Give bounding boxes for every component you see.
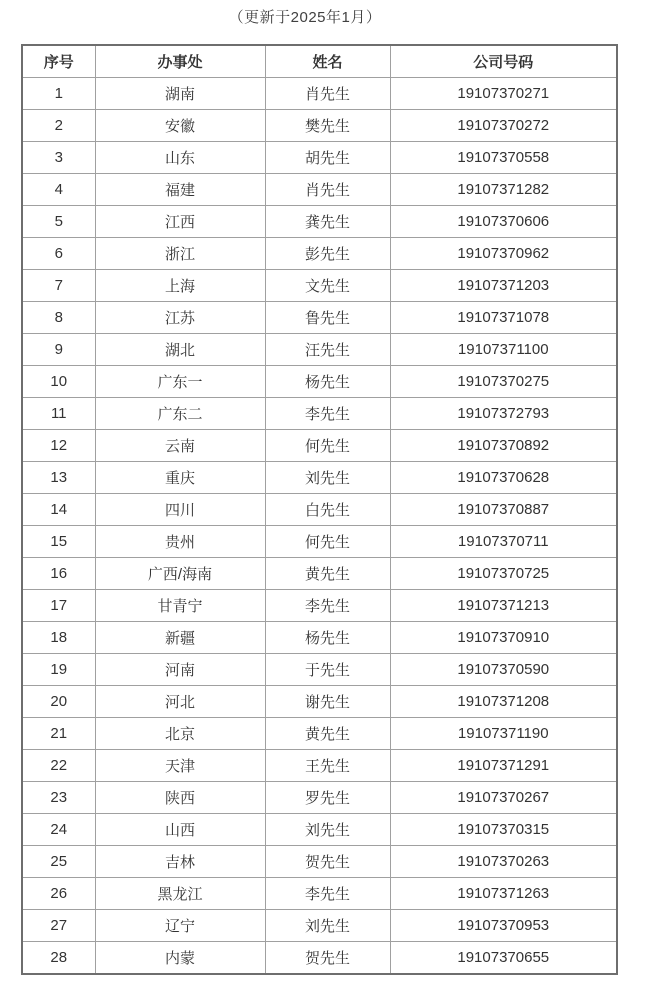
cell-index: 14 (22, 494, 95, 526)
table-row (22, 430, 617, 462)
cell-name: 李先生 (265, 878, 390, 910)
cell-office: 贵州 (95, 526, 265, 558)
cell-phone: 19107371190 (390, 718, 617, 750)
table-row (22, 78, 617, 110)
table-row (22, 238, 617, 270)
table-row (22, 750, 617, 782)
cell-phone: 19107371208 (390, 686, 617, 718)
cell-phone: 19107371263 (390, 878, 617, 910)
cell-index: 24 (22, 814, 95, 846)
cell-phone: 19107370655 (390, 942, 617, 975)
table-row (22, 686, 617, 718)
cell-name: 肖先生 (265, 174, 390, 206)
table-row (22, 910, 617, 942)
cell-office: 广东二 (95, 398, 265, 430)
table-row (22, 462, 617, 494)
cell-index: 25 (22, 846, 95, 878)
cell-name: 樊先生 (265, 110, 390, 142)
cell-office: 广东一 (95, 366, 265, 398)
cell-name: 文先生 (265, 270, 390, 302)
table-row (22, 366, 617, 398)
table-row (22, 398, 617, 430)
table-row (22, 878, 617, 910)
column-header-phone: 公司号码 (390, 45, 617, 78)
column-header-office: 办事处 (95, 45, 265, 78)
cell-index: 26 (22, 878, 95, 910)
cell-index: 5 (22, 206, 95, 238)
cell-index: 27 (22, 910, 95, 942)
table-row (22, 526, 617, 558)
cell-index: 8 (22, 302, 95, 334)
cell-index: 17 (22, 590, 95, 622)
cell-name: 鲁先生 (265, 302, 390, 334)
cell-index: 22 (22, 750, 95, 782)
cell-phone: 19107371078 (390, 302, 617, 334)
cell-office: 新疆 (95, 622, 265, 654)
cell-phone: 19107371213 (390, 590, 617, 622)
cell-name: 刘先生 (265, 462, 390, 494)
cell-index: 23 (22, 782, 95, 814)
cell-index: 16 (22, 558, 95, 590)
contact-table (21, 44, 618, 975)
cell-office: 山西 (95, 814, 265, 846)
cell-index: 4 (22, 174, 95, 206)
table-row (22, 142, 617, 174)
cell-name: 黄先生 (265, 558, 390, 590)
cell-office: 广西/海南 (95, 558, 265, 590)
cell-name: 何先生 (265, 430, 390, 462)
cell-office: 甘青宁 (95, 590, 265, 622)
cell-phone: 19107370892 (390, 430, 617, 462)
cell-name: 汪先生 (265, 334, 390, 366)
cell-index: 9 (22, 334, 95, 366)
cell-index: 2 (22, 110, 95, 142)
cell-name: 杨先生 (265, 622, 390, 654)
cell-phone: 19107370275 (390, 366, 617, 398)
table-row (22, 942, 617, 975)
table-header (22, 45, 617, 78)
cell-phone: 19107371282 (390, 174, 617, 206)
column-header-name: 姓名 (265, 45, 390, 78)
cell-index: 18 (22, 622, 95, 654)
table-row (22, 814, 617, 846)
table-row (22, 782, 617, 814)
cell-index: 3 (22, 142, 95, 174)
cell-name: 刘先生 (265, 814, 390, 846)
cell-office: 山东 (95, 142, 265, 174)
cell-index: 20 (22, 686, 95, 718)
cell-phone: 19107372793 (390, 398, 617, 430)
cell-phone: 19107370953 (390, 910, 617, 942)
cell-office: 河北 (95, 686, 265, 718)
cell-phone: 19107370962 (390, 238, 617, 270)
cell-phone: 19107370267 (390, 782, 617, 814)
cell-office: 上海 (95, 270, 265, 302)
table-row (22, 302, 617, 334)
cell-name: 彭先生 (265, 238, 390, 270)
cell-phone: 19107371203 (390, 270, 617, 302)
table-body (22, 78, 617, 975)
cell-phone: 19107371100 (390, 334, 617, 366)
cell-phone: 19107370590 (390, 654, 617, 686)
cell-name: 谢先生 (265, 686, 390, 718)
cell-office: 黑龙江 (95, 878, 265, 910)
cell-index: 1 (22, 78, 95, 110)
cell-phone: 19107370725 (390, 558, 617, 590)
cell-name: 胡先生 (265, 142, 390, 174)
cell-index: 19 (22, 654, 95, 686)
cell-index: 7 (22, 270, 95, 302)
cell-office: 河南 (95, 654, 265, 686)
cell-phone: 19107370606 (390, 206, 617, 238)
page-title: （更新于2025年1月） (228, 9, 382, 26)
cell-office: 北京 (95, 718, 265, 750)
cell-name: 何先生 (265, 526, 390, 558)
table-row (22, 654, 617, 686)
cell-index: 21 (22, 718, 95, 750)
table-row (22, 558, 617, 590)
cell-phone: 19107370910 (390, 622, 617, 654)
table-row (22, 174, 617, 206)
cell-name: 李先生 (265, 590, 390, 622)
cell-office: 天津 (95, 750, 265, 782)
cell-office: 辽宁 (95, 910, 265, 942)
table-row (22, 846, 617, 878)
table-row (22, 622, 617, 654)
cell-phone: 19107370628 (390, 462, 617, 494)
table-row (22, 334, 617, 366)
cell-office: 安徽 (95, 110, 265, 142)
cell-name: 王先生 (265, 750, 390, 782)
column-header-index: 序号 (22, 45, 95, 78)
cell-phone: 19107370887 (390, 494, 617, 526)
cell-index: 15 (22, 526, 95, 558)
cell-office: 云南 (95, 430, 265, 462)
cell-phone: 19107370272 (390, 110, 617, 142)
cell-name: 李先生 (265, 398, 390, 430)
table-row (22, 590, 617, 622)
header-row (22, 45, 617, 78)
cell-office: 福建 (95, 174, 265, 206)
table-row (22, 270, 617, 302)
cell-name: 龚先生 (265, 206, 390, 238)
cell-name: 黄先生 (265, 718, 390, 750)
cell-name: 于先生 (265, 654, 390, 686)
cell-office: 湖南 (95, 78, 265, 110)
cell-index: 10 (22, 366, 95, 398)
cell-office: 陕西 (95, 782, 265, 814)
cell-name: 白先生 (265, 494, 390, 526)
cell-index: 13 (22, 462, 95, 494)
table-row (22, 494, 617, 526)
table-row (22, 110, 617, 142)
cell-index: 11 (22, 398, 95, 430)
cell-phone: 19107370263 (390, 846, 617, 878)
cell-office: 重庆 (95, 462, 265, 494)
cell-office: 江西 (95, 206, 265, 238)
cell-index: 28 (22, 942, 95, 975)
cell-phone: 19107371291 (390, 750, 617, 782)
cell-phone: 19107370711 (390, 526, 617, 558)
cell-index: 6 (22, 238, 95, 270)
table-row (22, 718, 617, 750)
cell-name: 罗先生 (265, 782, 390, 814)
cell-office: 江苏 (95, 302, 265, 334)
cell-phone: 19107370558 (390, 142, 617, 174)
cell-name: 肖先生 (265, 78, 390, 110)
cell-index: 12 (22, 430, 95, 462)
cell-office: 四川 (95, 494, 265, 526)
table-row (22, 206, 617, 238)
cell-name: 贺先生 (265, 942, 390, 975)
cell-phone: 19107370315 (390, 814, 617, 846)
cell-office: 浙江 (95, 238, 265, 270)
cell-phone: 19107370271 (390, 78, 617, 110)
cell-name: 贺先生 (265, 846, 390, 878)
cell-name: 刘先生 (265, 910, 390, 942)
cell-office: 湖北 (95, 334, 265, 366)
cell-office: 吉林 (95, 846, 265, 878)
cell-name: 杨先生 (265, 366, 390, 398)
cell-office: 内蒙 (95, 942, 265, 975)
